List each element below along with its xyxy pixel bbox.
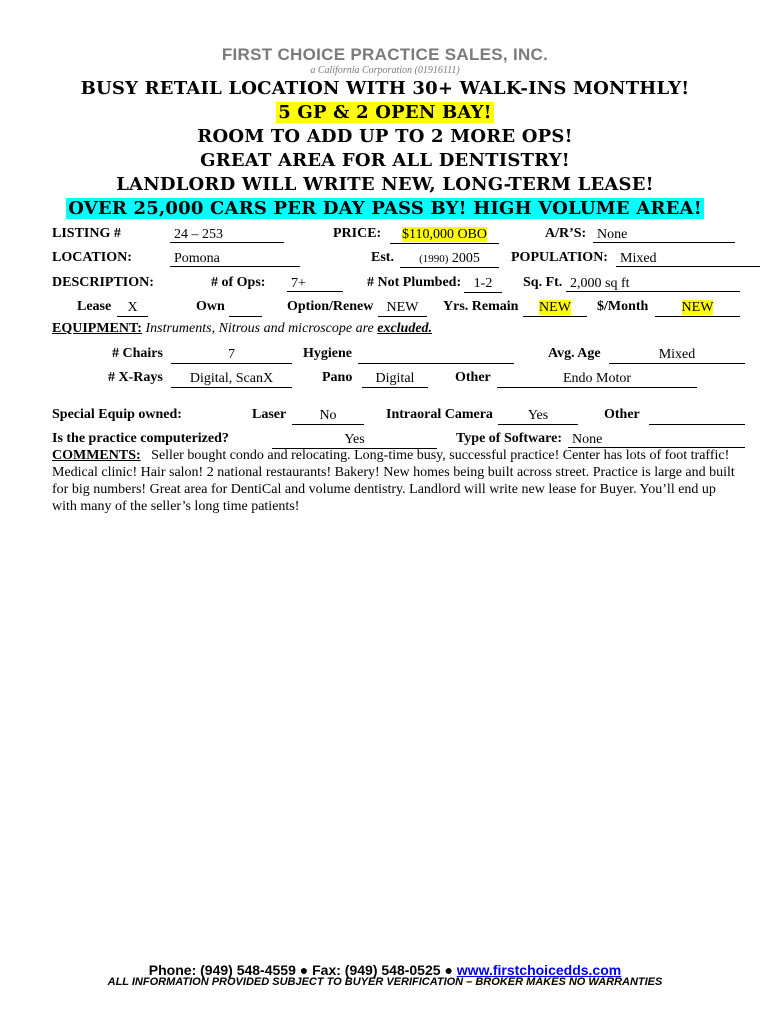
location-label: LOCATION: [52,250,132,265]
ars-value: None [593,226,735,243]
hygiene-value [358,346,514,364]
ars-label: A/R’S: [545,226,587,241]
lease-label: Lease [77,299,112,314]
equipment-label: EQUIPMENT: [52,321,142,336]
headline-5: LANDLORD WILL WRITE NEW, LONG-TERM LEASE! [116,174,654,195]
sqft-label: Sq. Ft. [523,275,563,290]
computerized-label: Is the practice computerized? [52,431,229,446]
option-renew-label: Option/Renew [287,299,374,314]
headline-3: ROOM TO ADD UP TO 2 MORE OPS! [197,126,573,147]
other-special-label: Other [604,407,640,422]
chairs-value: 7 [171,346,292,364]
bullet-icon: ● [444,962,453,978]
own-value [229,299,262,317]
comments-text: Seller bought condo and relocating. Long-time busy, successful practice! Center has lots of foot traffic! Medical clinic! Hair salon! 2 national restaurants! Bakery! New homes being built across street. Practice is large and built for big numbers! Great area for DentiCal and volume dentistry. Landlord will write new lease for Buyer. You’ll end up with many of the seller’s long time patients! [52,448,735,514]
price-value: $110,000 OBO [390,226,499,244]
software-value: None [568,431,745,448]
sqft-value: 2,000 sq ft [566,275,740,292]
equipment-note: Instruments, Nitrous and microscope are [145,321,374,336]
laser-label: Laser [252,407,287,422]
laser-value: No [292,407,364,425]
population-label: POPULATION: [511,250,608,265]
headline-4: GREAT AREA FOR ALL DENTISTRY! [200,150,570,171]
fax-number: Fax: (949) 548-0525 [312,962,441,978]
disclaimer: ALL INFORMATION PROVIDED SUBJECT TO BUYER VERIFICATION – BROKER MAKES NO WARRANTIES [107,976,663,988]
population-value: Mixed [616,250,760,267]
own-label: Own [196,299,225,314]
xrays-value: Digital, ScanX [171,370,292,388]
location-value: Pomona [170,250,300,267]
equipment-line [52,321,432,337]
website-link[interactable]: www.firstchoicedds.com [456,962,622,978]
listing-label: LISTING # [52,226,121,241]
price-label: PRICE: [333,226,382,241]
pano-value: Digital [362,370,428,388]
option-renew-value: NEW [378,299,427,317]
computerized-value: Yes [272,431,437,449]
other-value: Endo Motor [497,370,697,388]
lease-value: X [117,299,148,317]
listing-value: 24 – 253 [170,226,284,243]
comments-label: COMMENTS: [52,448,141,463]
month-value: NEW [655,299,740,317]
other-special-value [649,407,745,425]
bullet-icon: ● [299,962,309,978]
not-plumbed-label: # Not Plumbed: [367,275,462,290]
avg-age-label: Avg. Age [548,346,601,361]
description-label: DESCRIPTION: [52,275,154,290]
ops-label: # of Ops: [211,275,266,290]
comments-block [52,447,742,515]
headline-2: 5 GP & 2 OPEN BAY! [278,102,492,123]
headline-6: OVER 25,000 CARS PER DAY PASS BY! HIGH VOLUME AREA! [68,198,702,219]
chairs-label: # Chairs [112,346,163,361]
software-label: Type of Software: [456,431,563,446]
phone-number: Phone: (949) 548-4559 [148,962,296,978]
est-label: Est. [371,250,394,265]
company-name: FIRST CHOICE PRACTICE SALES, INC. [221,45,549,64]
intraoral-camera-label: Intraoral Camera [386,407,493,422]
intraoral-camera-value: Yes [498,407,578,425]
ops-value: 7+ [287,275,343,292]
month-label: $/Month [597,299,649,314]
yrs-remain-value: NEW [523,299,587,317]
xrays-label: # X-Rays [108,370,163,385]
hygiene-label: Hygiene [303,346,352,361]
corporation-note: a California Corporation (01916111) [310,65,460,76]
equipment-excluded: excluded. [377,321,433,336]
not-plumbed-value: 1-2 [464,275,502,293]
headline-1: BUSY RETAIL LOCATION WITH 30+ WALK-INS MONTHLY! [80,78,690,99]
pano-label: Pano [322,370,353,385]
yrs-remain-label: Yrs. Remain [443,299,519,314]
avg-age-value: Mixed [609,346,745,364]
est-value: (1990) 2005 [400,250,499,268]
other-label: Other [455,370,491,385]
special-equip-label: Special Equip owned: [52,407,182,422]
